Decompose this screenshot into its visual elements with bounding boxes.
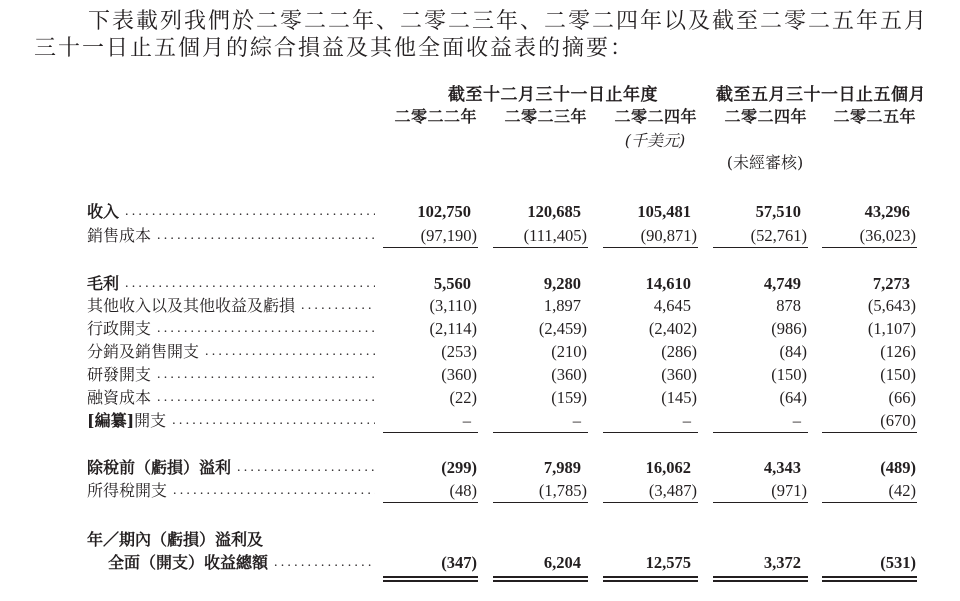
double-underline-rule <box>822 576 917 582</box>
dot-leader <box>237 457 375 479</box>
dot-leader <box>274 552 375 574</box>
value-cell: (126) <box>880 342 916 361</box>
value-cell: 1,897 <box>543 296 581 315</box>
value-cell: 4,749 <box>763 274 801 293</box>
value-cell: (986) <box>771 319 807 338</box>
value-cell: – <box>682 411 691 430</box>
value-cell: (531) <box>880 553 916 572</box>
year-header: 二零二四年 <box>614 107 697 126</box>
dot-leader <box>157 225 375 247</box>
value-cell: (971) <box>771 481 807 500</box>
underline-rule <box>603 502 698 503</box>
value-cell: (150) <box>880 365 916 384</box>
value-cell: (286) <box>661 342 697 361</box>
dot-leader <box>205 341 375 363</box>
value-cell: (159) <box>551 388 587 407</box>
row-label <box>87 341 375 363</box>
underline-rule <box>383 502 478 503</box>
row-label-text: 融資成本 <box>87 388 152 407</box>
value-cell: (22) <box>449 388 477 407</box>
value-cell: (360) <box>441 365 477 384</box>
row-label-text: 銷售成本 <box>87 226 152 245</box>
table-row <box>0 457 960 479</box>
row-label-text: 全面（開支）收益總額 <box>108 553 269 572</box>
table-row <box>0 201 960 223</box>
row-label-line-1: 年／期內（虧損）溢利及 <box>87 530 264 549</box>
value-cell: 16,062 <box>645 458 691 477</box>
row-label <box>87 387 375 409</box>
value-cell: (2,459) <box>538 319 587 338</box>
row-label-text: 開支 <box>134 411 167 430</box>
underline-rule <box>713 502 808 503</box>
value-cell: (3,110) <box>429 296 477 315</box>
value-cell: – <box>792 411 801 430</box>
row-label-text: 收入 <box>87 202 120 221</box>
row-label <box>87 480 375 502</box>
underline-rule <box>713 432 808 433</box>
header-group-year-ended: 截至十二月三十一日止年度 <box>448 85 658 105</box>
year-header: 二零二三年 <box>504 107 587 126</box>
value-cell: 878 <box>776 296 801 315</box>
dot-leader <box>157 318 375 340</box>
row-label-text: 行政開支 <box>87 319 152 338</box>
value-cell: (90,871) <box>640 226 697 245</box>
underline-rule <box>493 247 588 248</box>
underline-rule <box>603 247 698 248</box>
value-cell: (299) <box>441 458 477 477</box>
underline-rule <box>822 432 917 433</box>
value-cell: (2,402) <box>648 319 697 338</box>
year-header: 二零二四年 <box>724 107 807 126</box>
row-label-text: 除稅前（虧損）溢利 <box>87 458 232 477</box>
underline-rule <box>822 247 917 248</box>
double-underline-rule <box>383 576 478 582</box>
value-cell: 102,750 <box>417 202 471 221</box>
row-label-text: 研發開支 <box>87 365 152 384</box>
row-label-text: 分銷及銷售開支 <box>87 342 200 361</box>
value-cell: (97,190) <box>420 226 477 245</box>
underline-rule <box>822 502 917 503</box>
value-cell: 5,560 <box>433 274 471 293</box>
value-cell: – <box>462 411 471 430</box>
intro-line-2: 三十一日止五個月的綜合損益及其他全面收益表的摘要： <box>34 36 635 61</box>
value-cell: 105,481 <box>637 202 691 221</box>
dot-leader <box>125 273 375 295</box>
row-label <box>87 457 375 479</box>
value-cell: (1,107) <box>867 319 916 338</box>
underline-rule <box>713 247 808 248</box>
value-cell: – <box>572 411 581 430</box>
value-cell: 4,343 <box>763 458 801 477</box>
value-cell: 43,296 <box>864 202 910 221</box>
table-row <box>0 341 960 363</box>
row-label <box>87 318 375 340</box>
row-label <box>87 295 375 317</box>
table-row <box>0 552 960 574</box>
value-cell: 7,273 <box>872 274 910 293</box>
table-row <box>0 387 960 409</box>
dot-leader <box>173 480 375 502</box>
dot-leader <box>157 387 375 409</box>
value-cell: 7,989 <box>543 458 581 477</box>
value-cell: 57,510 <box>755 202 801 221</box>
value-cell: (670) <box>880 411 916 430</box>
year-header: 二零二二年 <box>394 107 477 126</box>
value-cell: (489) <box>880 458 916 477</box>
value-cell: (145) <box>661 388 697 407</box>
value-cell: 14,610 <box>645 274 691 293</box>
value-cell: (210) <box>551 342 587 361</box>
value-cell: (360) <box>551 365 587 384</box>
value-cell: (36,023) <box>859 226 916 245</box>
underline-rule <box>383 432 478 433</box>
value-cell: 9,280 <box>543 274 581 293</box>
row-label <box>87 364 375 386</box>
row-label-text: 毛利 <box>87 274 120 293</box>
row-label-text: 所得稅開支 <box>87 481 168 500</box>
value-cell: (360) <box>661 365 697 384</box>
value-cell: 3,372 <box>763 553 801 572</box>
value-cell: (347) <box>441 553 477 572</box>
row-label <box>108 552 375 574</box>
dot-leader <box>301 295 375 317</box>
row-label <box>87 410 375 432</box>
year-header: 二零二五年 <box>833 107 916 126</box>
table-row <box>0 295 960 317</box>
table-row <box>0 225 960 247</box>
value-cell: 120,685 <box>527 202 581 221</box>
dot-leader <box>125 201 375 223</box>
underline-rule <box>493 432 588 433</box>
table-row <box>0 318 960 340</box>
row-label-prefix: [編纂] <box>87 411 135 430</box>
value-cell: (66) <box>888 388 916 407</box>
underline-rule <box>383 247 478 248</box>
value-cell: (150) <box>771 365 807 384</box>
unit-label: (千美元) <box>624 131 686 150</box>
row-label <box>87 273 375 295</box>
double-underline-rule <box>603 576 698 582</box>
table-row <box>0 364 960 386</box>
value-cell: (1,785) <box>538 481 587 500</box>
value-cell: 6,204 <box>543 553 581 572</box>
dot-leader <box>157 364 375 386</box>
table-row <box>0 273 960 295</box>
value-cell: 4,645 <box>653 296 691 315</box>
row-label <box>87 201 375 223</box>
double-underline-rule <box>713 576 808 582</box>
header-group-five-months: 截至五月三十一日止五個月 <box>716 85 926 105</box>
value-cell: (52,761) <box>750 226 807 245</box>
value-cell: (3,487) <box>648 481 697 500</box>
underline-rule <box>493 502 588 503</box>
intro-line-1: 下表載列我們於二零二二年、二零二三年、二零二四年以及截至二零二五年五月 <box>88 9 929 34</box>
row-label <box>87 225 375 247</box>
value-cell: (5,643) <box>867 296 916 315</box>
table-row <box>0 480 960 502</box>
value-cell: (111,405) <box>523 226 587 245</box>
double-underline-rule <box>493 576 588 582</box>
unaudited-label: (未經審核) <box>726 153 804 172</box>
row-label-text: 其他收入以及其他收益及虧損 <box>87 296 296 315</box>
value-cell: (84) <box>779 342 807 361</box>
dot-leader <box>172 410 375 432</box>
value-cell: (64) <box>779 388 807 407</box>
value-cell: (42) <box>888 481 916 500</box>
value-cell: (2,114) <box>429 319 477 338</box>
value-cell: 12,575 <box>645 553 691 572</box>
value-cell: (48) <box>449 481 477 500</box>
table-row <box>0 410 960 432</box>
underline-rule <box>603 432 698 433</box>
value-cell: (253) <box>441 342 477 361</box>
